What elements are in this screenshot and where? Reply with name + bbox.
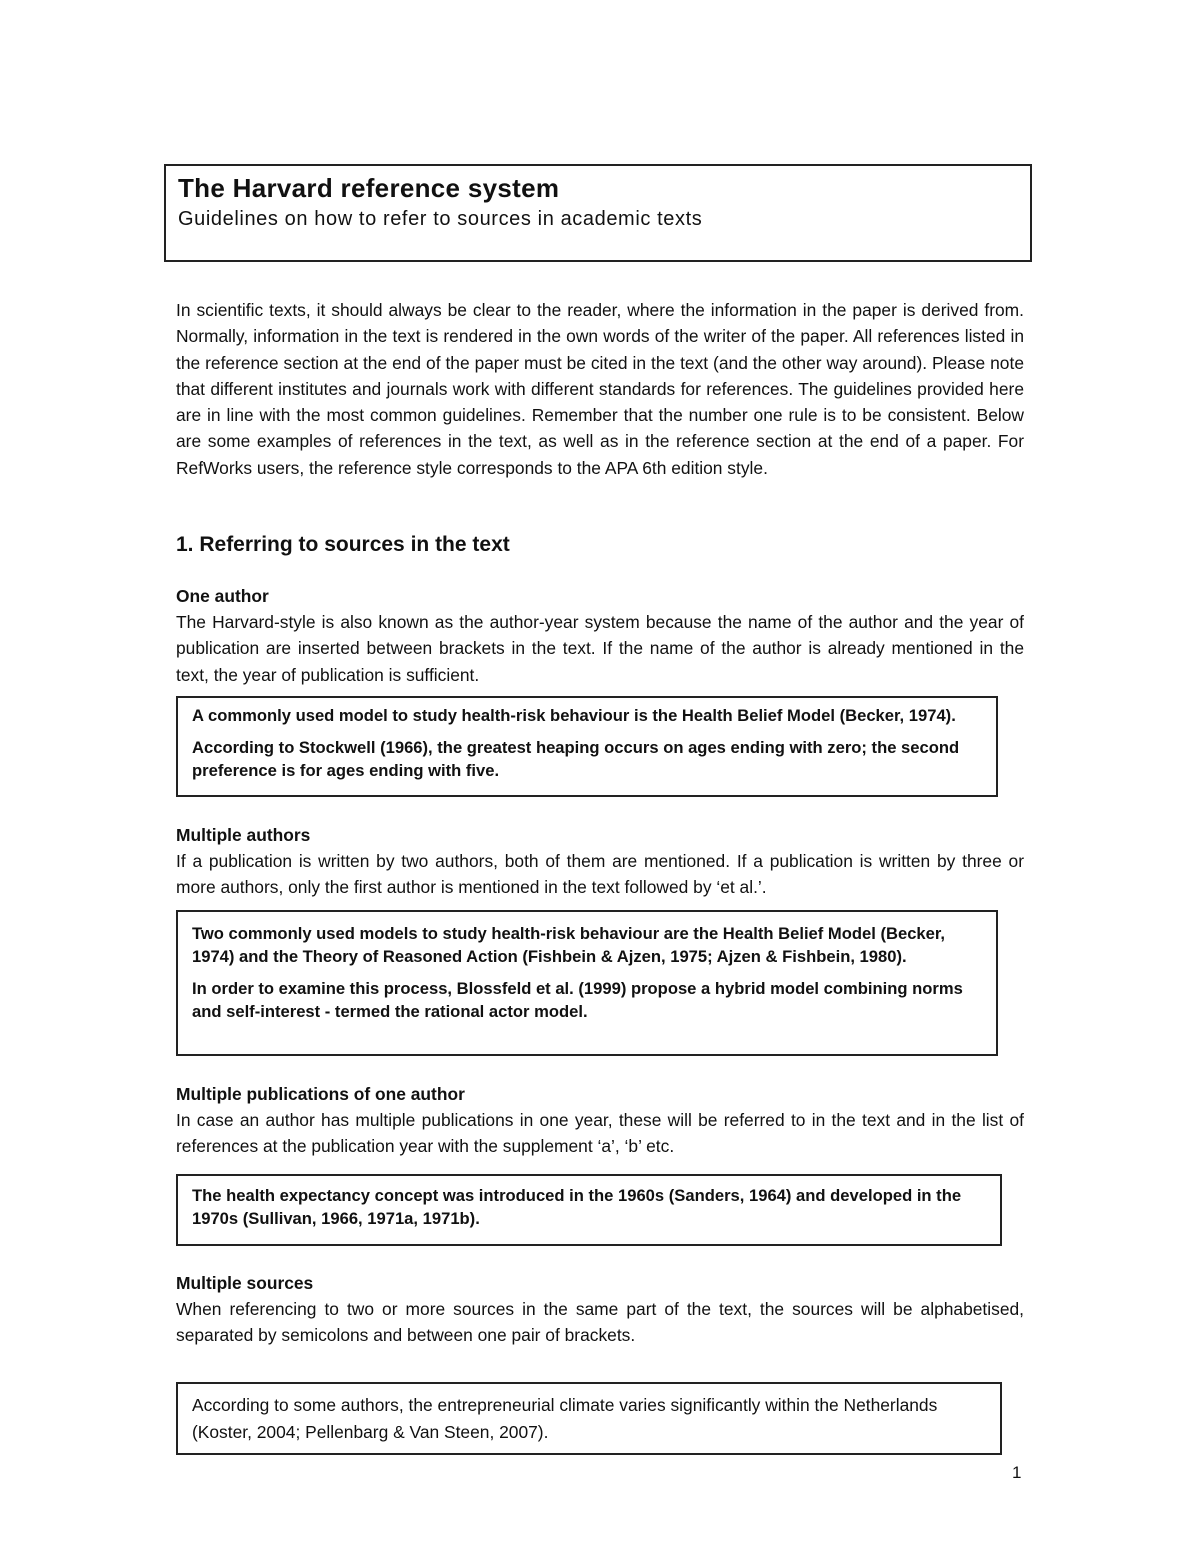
multiple-publications-example-box (176, 1174, 1002, 1246)
document-title: The Harvard reference system (178, 173, 560, 203)
title-box (164, 164, 1032, 262)
multiple-publications-section (176, 1081, 1024, 1160)
example-line: According to some authors, the entrepreneurial climate varies significantly within the Netherlands (Koster, 2004; Pellenbarg & Van Steen, 2007). (192, 1395, 938, 1442)
multiple-sources-heading: Multiple sources (176, 1273, 314, 1293)
intro-paragraph: In scientific texts, it should always be clear to the reader, where the information in the paper is derived from. Normally, information in the text is rendered in the own words of the writer of the paper. All references listed in the reference section at the end of the paper must be cited in the text (and the other way around). Please note that different institutes and journals work with different standards for references. The guidelines provided here are in line with the most common guidelines. Remember that the number one rule is to be consistent. Below are some examples of references in the text, as well as in the reference section at the end of a paper. For RefWorks users, the reference style corresponds to the APA 6th edition style. (176, 300, 1024, 478)
multiple-publications-paragraph: In case an author has multiple publications in one year, these will be referred to in the text and in the list of references at the publication year with the supplement ‘a’, ‘b’ etc. (176, 1110, 1024, 1157)
multiple-sources-paragraph: When referencing to two or more sources in the same part of the text, the sources will be alphabetised, separated by semicolons and between one pair of brackets. (176, 1299, 1024, 1346)
example-line: The health expectancy concept was introduced in the 1960s (Sanders, 1964) and developed in the 1970s (Sullivan, 1966, 1971a, 1971b). (192, 1186, 962, 1228)
page-number: 1 (1012, 1463, 1022, 1482)
section-1 (176, 531, 1024, 559)
example-line: According to Stockwell (1966), the greatest heaping occurs on ages ending with zero; the second preference is for ages ending with five. (192, 738, 960, 780)
one-author-heading: One author (176, 586, 269, 606)
multiple-authors-paragraph: If a publication is written by two authors, both of them are mentioned. If a publication is written by three or more authors, only the first author is mentioned in the text followed by ‘et al.’. (176, 851, 1024, 898)
multiple-sources-section (176, 1270, 1024, 1349)
one-author-section (176, 583, 1024, 688)
example-line: In order to examine this process, Blossfeld et al. (1999) propose a hybrid model combining norms and self-interest - termed the rational actor model. (192, 979, 963, 1021)
multiple-publications-heading: Multiple publications of one author (176, 1084, 465, 1104)
multiple-authors-heading: Multiple authors (176, 825, 311, 845)
multiple-sources-example-box (176, 1382, 1002, 1455)
one-author-example-box (176, 696, 998, 797)
example-line: Two commonly used models to study health-risk behaviour are the Health Belief Model (Becker, 1974) and the Theory of Reasoned Action (Fishbein & Ajzen, 1975; Ajzen & Fishbein, 1980). (192, 924, 946, 966)
section-heading: 1. Referring to sources in the text (176, 533, 510, 556)
intro-section (176, 297, 1024, 481)
example-line: A commonly used model to study health-risk behaviour is the Health Belief Model (Becker, 1974). (192, 706, 956, 725)
one-author-paragraph: The Harvard-style is also known as the author-year system because the name of the author and the year of publication are inserted between brackets in the text. If the name of the author is already mentioned in the text, the year of publication is sufficient. (176, 612, 1024, 685)
multiple-authors-section (176, 822, 1024, 901)
document-subtitle: Guidelines on how to refer to sources in academic texts (178, 208, 703, 230)
multiple-authors-example-box (176, 910, 998, 1056)
